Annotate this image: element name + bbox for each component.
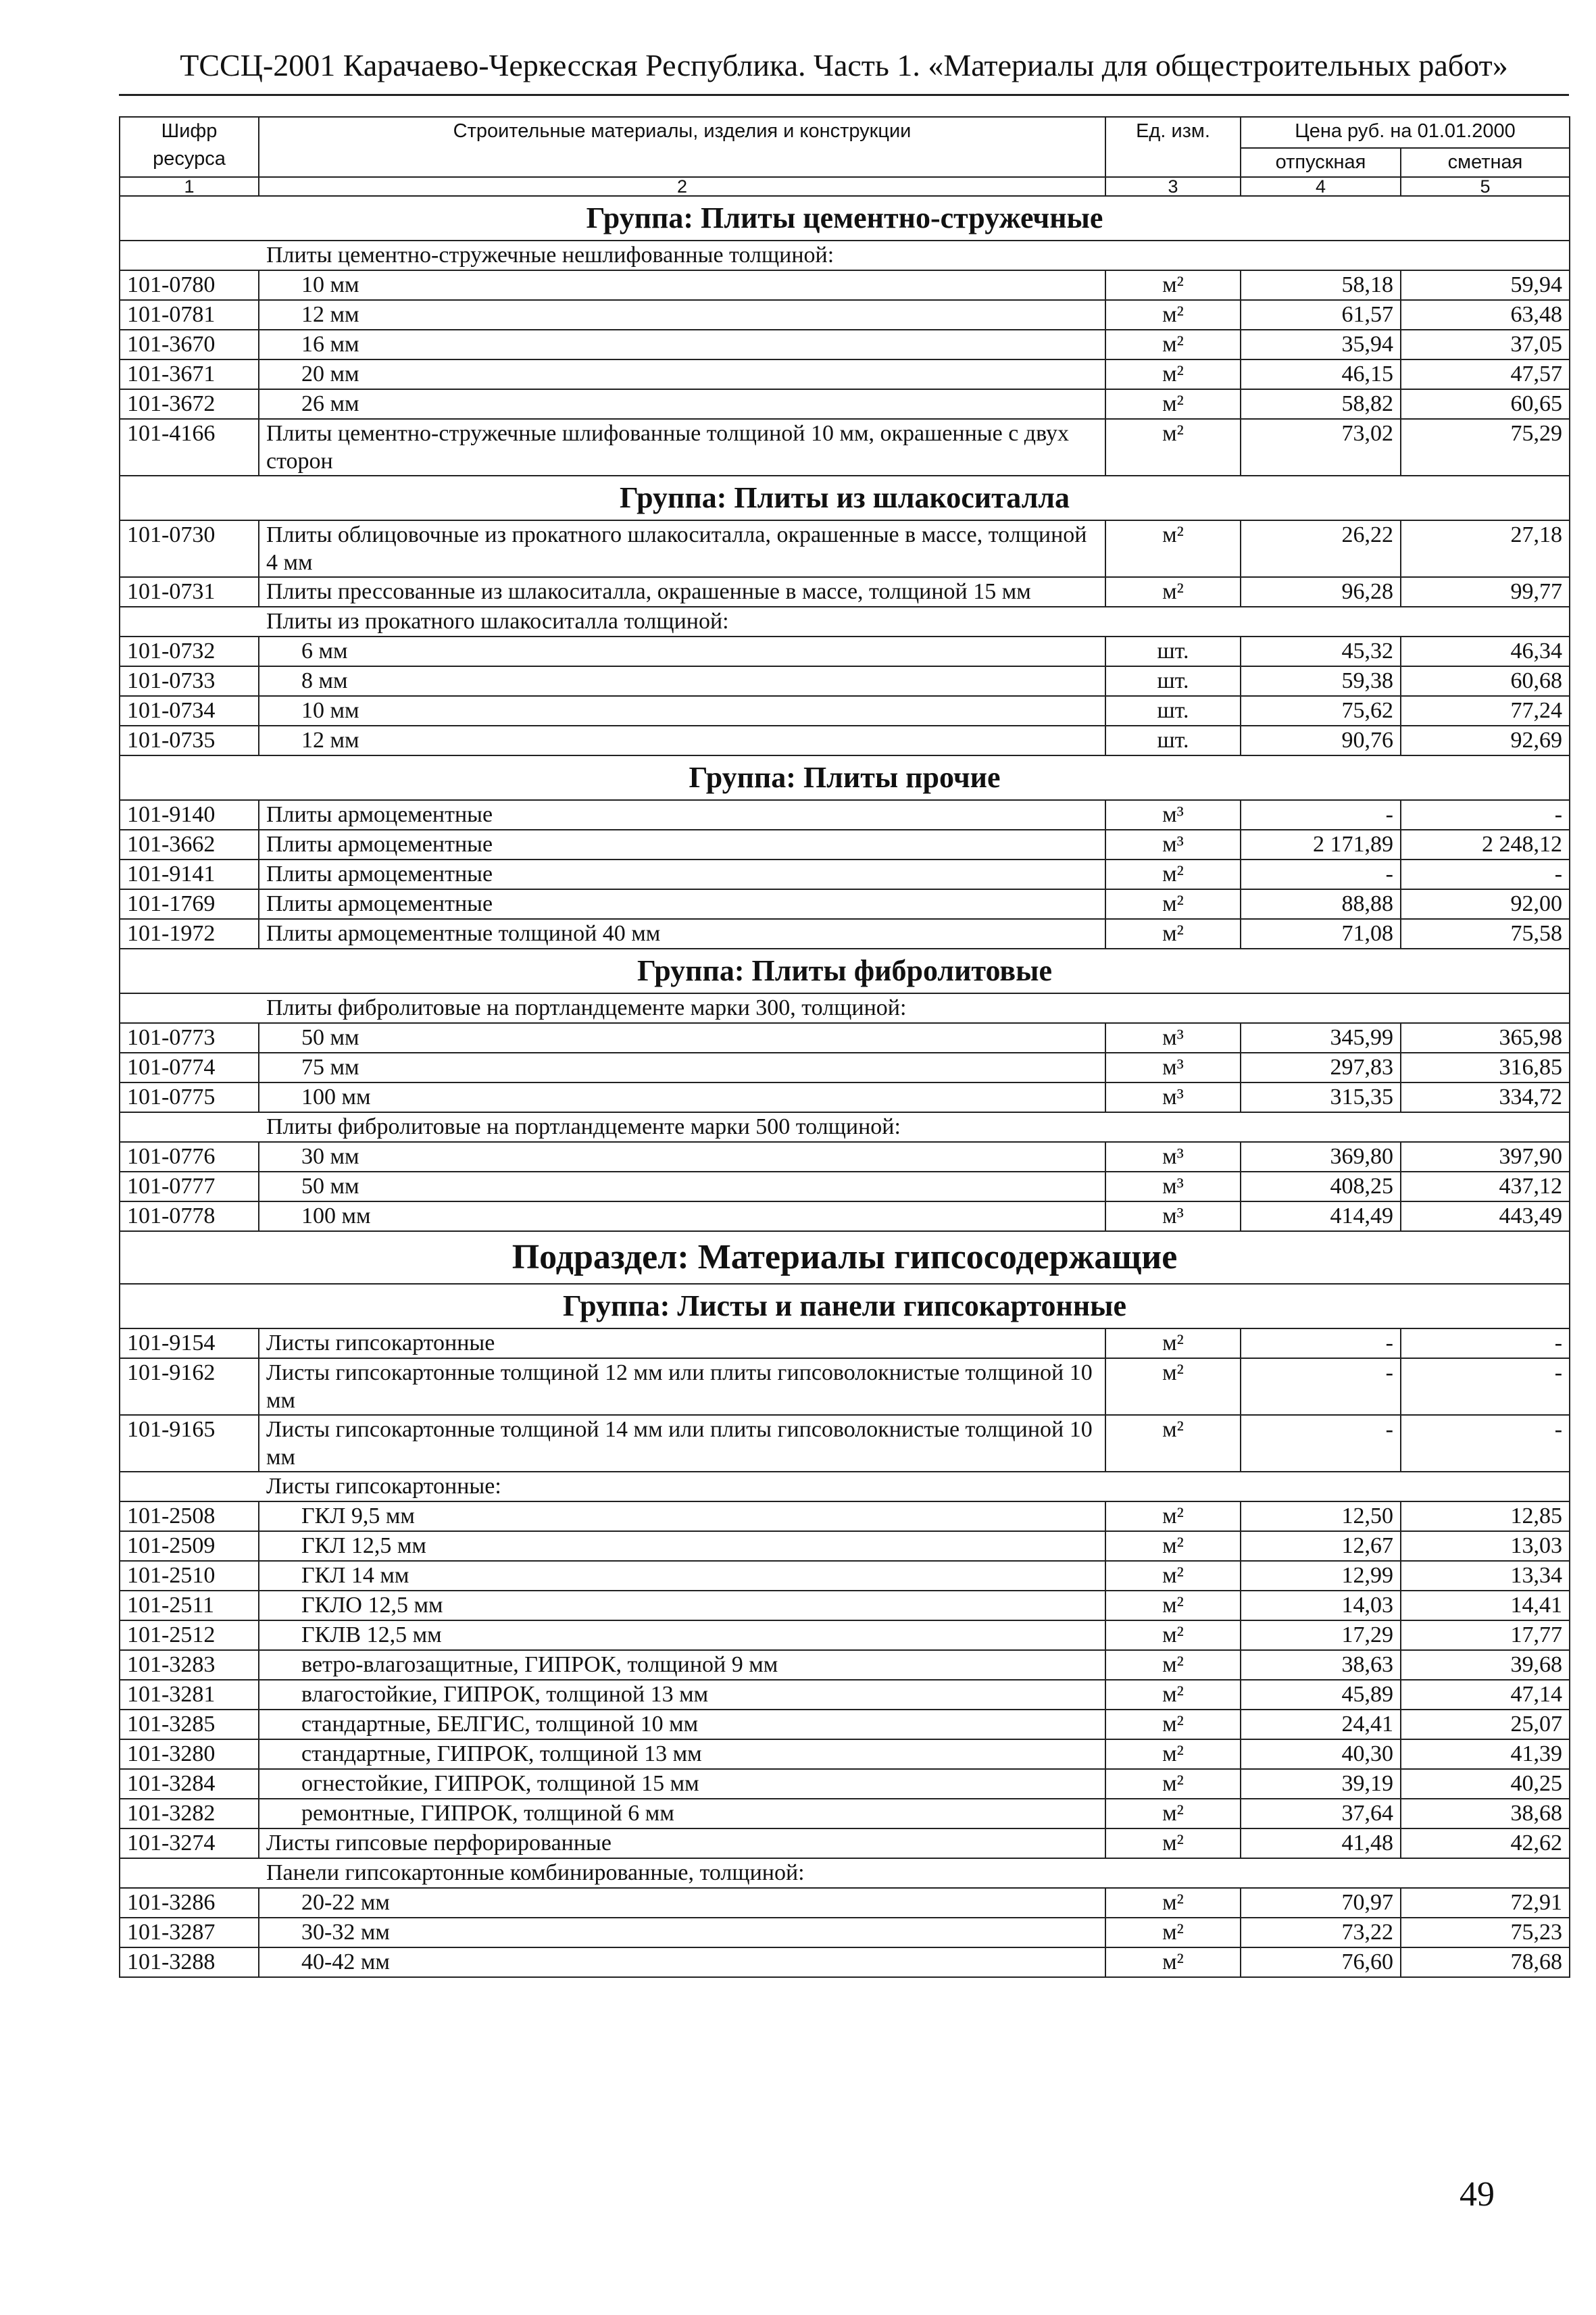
- table-row: [120, 577, 1570, 607]
- material-name: Листы гипсокартонные толщиной 14 мм или плиты гипсоволокнистые толщиной 10 мм: [259, 1415, 1105, 1472]
- estimate-price: 77,24: [1401, 696, 1570, 726]
- table-row: [120, 1328, 1570, 1358]
- table-row: [120, 389, 1570, 419]
- note-code-cell: [120, 1112, 259, 1142]
- material-name: 12 мм: [259, 726, 1105, 755]
- release-price: 297,83: [1241, 1053, 1401, 1082]
- col-unit-header: Ед. изм.: [1105, 117, 1241, 177]
- resource-code: 101-2509: [120, 1531, 259, 1561]
- note-row: [120, 607, 1570, 637]
- page-number: 49: [1460, 2175, 1495, 2214]
- unit-cell: м²: [1105, 389, 1241, 419]
- note-text: Плиты фибролитовые на портландцементе марки 300, толщиной:: [259, 993, 1570, 1023]
- release-price: 408,25: [1241, 1172, 1401, 1201]
- estimate-price: 72,91: [1401, 1888, 1570, 1918]
- resource-code: 101-0734: [120, 696, 259, 726]
- material-name: 100 мм: [259, 1201, 1105, 1231]
- unit-cell: м²: [1105, 1358, 1241, 1415]
- material-name: 50 мм: [259, 1023, 1105, 1053]
- unit-cell: м²: [1105, 919, 1241, 949]
- col-release-price-header: отпускная: [1241, 148, 1401, 177]
- resource-code: 101-3284: [120, 1769, 259, 1799]
- unit-cell: шт.: [1105, 696, 1241, 726]
- group-heading: Группа: Листы и панели гипсокартонные: [120, 1284, 1570, 1328]
- estimate-price: 365,98: [1401, 1023, 1570, 1053]
- table-row: [120, 1415, 1570, 1472]
- release-price: 17,29: [1241, 1620, 1401, 1650]
- table-row: [120, 830, 1570, 860]
- material-name: 30 мм: [259, 1142, 1105, 1172]
- resource-code: 101-3281: [120, 1680, 259, 1710]
- price-table: [119, 116, 1570, 1978]
- material-name: Листы гипсокартонные: [259, 1328, 1105, 1358]
- estimate-price: 13,34: [1401, 1561, 1570, 1591]
- release-price: -: [1241, 800, 1401, 830]
- note-row: [120, 1472, 1570, 1501]
- material-name: Плиты цементно-стружечные шлифованные толщиной 10 мм, окрашенные с двух сторон: [259, 419, 1105, 476]
- release-price: 2 171,89: [1241, 830, 1401, 860]
- material-name: 10 мм: [259, 696, 1105, 726]
- estimate-price: 316,85: [1401, 1053, 1570, 1082]
- estimate-price: 38,68: [1401, 1799, 1570, 1828]
- release-price: 75,62: [1241, 696, 1401, 726]
- release-price: 26,22: [1241, 520, 1401, 577]
- unit-cell: м²: [1105, 860, 1241, 889]
- table-row: [120, 1947, 1570, 1977]
- unit-cell: м²: [1105, 889, 1241, 919]
- unit-cell: м²: [1105, 1328, 1241, 1358]
- resource-code: 101-2508: [120, 1501, 259, 1531]
- material-name: 100 мм: [259, 1082, 1105, 1112]
- material-name: Плиты армоцементные: [259, 830, 1105, 860]
- material-name: 75 мм: [259, 1053, 1105, 1082]
- unit-cell: м³: [1105, 1023, 1241, 1053]
- resource-code: 101-3672: [120, 389, 259, 419]
- note-row: [120, 993, 1570, 1023]
- release-price: 12,67: [1241, 1531, 1401, 1561]
- table-row: [120, 637, 1570, 666]
- material-name: 16 мм: [259, 330, 1105, 359]
- unit-cell: м²: [1105, 1710, 1241, 1739]
- release-price: 12,99: [1241, 1561, 1401, 1591]
- estimate-price: 443,49: [1401, 1201, 1570, 1231]
- unit-cell: м³: [1105, 1053, 1241, 1082]
- material-name: ремонтные, ГИПРОК, толщиной 6 мм: [259, 1799, 1105, 1828]
- estimate-price: 12,85: [1401, 1501, 1570, 1531]
- table-row: [120, 359, 1570, 389]
- release-price: 14,03: [1241, 1591, 1401, 1620]
- release-price: 46,15: [1241, 359, 1401, 389]
- material-name: ветро-влагозащитные, ГИПРОК, толщиной 9 мм: [259, 1650, 1105, 1680]
- col-number-3: 3: [1105, 177, 1241, 196]
- estimate-price: 437,12: [1401, 1172, 1570, 1201]
- note-row: [120, 1858, 1570, 1888]
- release-price: 71,08: [1241, 919, 1401, 949]
- unit-cell: м²: [1105, 359, 1241, 389]
- resource-code: 101-9141: [120, 860, 259, 889]
- resource-code: 101-3280: [120, 1739, 259, 1769]
- unit-cell: м²: [1105, 270, 1241, 300]
- unit-cell: м²: [1105, 1828, 1241, 1858]
- note-code-cell: [120, 607, 259, 637]
- resource-code: 101-2511: [120, 1591, 259, 1620]
- unit-cell: м²: [1105, 1799, 1241, 1828]
- note-text: Плиты фибролитовые на портландцементе марки 500 толщиной:: [259, 1112, 1570, 1142]
- resource-code: 101-0733: [120, 666, 259, 696]
- release-price: 45,32: [1241, 637, 1401, 666]
- col-number-5: 5: [1401, 177, 1570, 196]
- note-text: Листы гипсокартонные:: [259, 1472, 1570, 1501]
- resource-code: 101-3671: [120, 359, 259, 389]
- group-heading: Группа: Плиты фибролитовые: [120, 949, 1570, 993]
- estimate-price: 78,68: [1401, 1947, 1570, 1977]
- release-price: 58,82: [1241, 389, 1401, 419]
- group-heading-row: [120, 476, 1570, 520]
- estimate-price: 17,77: [1401, 1620, 1570, 1650]
- table-row: [120, 696, 1570, 726]
- resource-code: 101-3286: [120, 1888, 259, 1918]
- table-row: [120, 1201, 1570, 1231]
- estimate-price: -: [1401, 860, 1570, 889]
- unit-cell: шт.: [1105, 666, 1241, 696]
- table-row: [120, 1501, 1570, 1531]
- unit-cell: м³: [1105, 1172, 1241, 1201]
- unit-cell: шт.: [1105, 726, 1241, 755]
- release-price: -: [1241, 1328, 1401, 1358]
- resource-code: 101-0732: [120, 637, 259, 666]
- material-name: 10 мм: [259, 270, 1105, 300]
- resource-code: 101-0775: [120, 1082, 259, 1112]
- release-price: 59,38: [1241, 666, 1401, 696]
- material-name: 20 мм: [259, 359, 1105, 389]
- unit-cell: м²: [1105, 1501, 1241, 1531]
- estimate-price: 334,72: [1401, 1082, 1570, 1112]
- estimate-price: 40,25: [1401, 1769, 1570, 1799]
- table-row: [120, 520, 1570, 577]
- material-name: 8 мм: [259, 666, 1105, 696]
- material-name: Плиты облицовочные из прокатного шлакоситалла, окрашенные в массе, толщиной 4 мм: [259, 520, 1105, 577]
- release-price: 38,63: [1241, 1650, 1401, 1680]
- material-name: влагостойкие, ГИПРОК, толщиной 13 мм: [259, 1680, 1105, 1710]
- table-row: [120, 1053, 1570, 1082]
- release-price: 45,89: [1241, 1680, 1401, 1710]
- resource-code: 101-9140: [120, 800, 259, 830]
- resource-code: 101-9154: [120, 1328, 259, 1358]
- group-heading: Группа: Плиты из шлакоситалла: [120, 476, 1570, 520]
- table-row: [120, 1561, 1570, 1591]
- table-row: [120, 800, 1570, 830]
- estimate-price: 92,69: [1401, 726, 1570, 755]
- table-row: [120, 1591, 1570, 1620]
- unit-cell: м³: [1105, 1142, 1241, 1172]
- resource-code: 101-0730: [120, 520, 259, 577]
- unit-cell: м²: [1105, 1947, 1241, 1977]
- release-price: 315,35: [1241, 1082, 1401, 1112]
- col-name-header: Строительные материалы, изделия и конструкции: [259, 117, 1105, 177]
- table-row: [120, 860, 1570, 889]
- release-price: 35,94: [1241, 330, 1401, 359]
- unit-cell: м²: [1105, 330, 1241, 359]
- resource-code: 101-2512: [120, 1620, 259, 1650]
- page-header: ТССЦ-2001 Карачаево-Черкесская Республика. Часть 1. «Материалы для общестроительных работ»: [119, 41, 1569, 96]
- release-price: 61,57: [1241, 300, 1401, 330]
- release-price: -: [1241, 860, 1401, 889]
- release-price: 58,18: [1241, 270, 1401, 300]
- resource-code: 101-0780: [120, 270, 259, 300]
- estimate-price: 14,41: [1401, 1591, 1570, 1620]
- unit-cell: м²: [1105, 577, 1241, 607]
- material-name: 26 мм: [259, 389, 1105, 419]
- release-price: 369,80: [1241, 1142, 1401, 1172]
- unit-cell: м³: [1105, 1082, 1241, 1112]
- table-row: [120, 1082, 1570, 1112]
- release-price: 40,30: [1241, 1739, 1401, 1769]
- table-row: [120, 1769, 1570, 1799]
- unit-cell: м²: [1105, 520, 1241, 577]
- estimate-price: 60,68: [1401, 666, 1570, 696]
- release-price: 41,48: [1241, 1828, 1401, 1858]
- unit-cell: шт.: [1105, 637, 1241, 666]
- estimate-price: 75,23: [1401, 1918, 1570, 1947]
- material-name: ГКЛ 12,5 мм: [259, 1531, 1105, 1561]
- material-name: Плиты армоцементные: [259, 889, 1105, 919]
- material-name: Плиты армоцементные: [259, 800, 1105, 830]
- unit-cell: м²: [1105, 300, 1241, 330]
- resource-code: 101-3274: [120, 1828, 259, 1858]
- table-row: [120, 726, 1570, 755]
- release-price: 73,22: [1241, 1918, 1401, 1947]
- resource-code: 101-0731: [120, 577, 259, 607]
- resource-code: 101-2510: [120, 1561, 259, 1591]
- material-name: Листы гипсовые перфорированные: [259, 1828, 1105, 1858]
- material-name: ГКЛ 9,5 мм: [259, 1501, 1105, 1531]
- material-name: стандартные, БЕЛГИС, толщиной 10 мм: [259, 1710, 1105, 1739]
- unit-cell: м²: [1105, 1680, 1241, 1710]
- resource-code: 101-3285: [120, 1710, 259, 1739]
- material-name: 40-42 мм: [259, 1947, 1105, 1977]
- resource-code: 101-3283: [120, 1650, 259, 1680]
- resource-code: 101-0778: [120, 1201, 259, 1231]
- resource-code: 101-0773: [120, 1023, 259, 1053]
- release-price: 90,76: [1241, 726, 1401, 755]
- resource-code: 101-3282: [120, 1799, 259, 1828]
- unit-cell: м²: [1105, 1561, 1241, 1591]
- unit-cell: м³: [1105, 830, 1241, 860]
- unit-cell: м²: [1105, 1620, 1241, 1650]
- resource-code: 101-3662: [120, 830, 259, 860]
- table-row: [120, 1358, 1570, 1415]
- note-row: [120, 1112, 1570, 1142]
- table-row: [120, 919, 1570, 949]
- table-row: [120, 1531, 1570, 1561]
- note-row: [120, 241, 1570, 270]
- estimate-price: -: [1401, 800, 1570, 830]
- subsection-heading: Подраздел: Материалы гипсосодержащие: [120, 1231, 1570, 1284]
- estimate-price: -: [1401, 1328, 1570, 1358]
- estimate-price: -: [1401, 1415, 1570, 1472]
- resource-code: 101-3287: [120, 1918, 259, 1947]
- table-row: [120, 1172, 1570, 1201]
- release-price: 24,41: [1241, 1710, 1401, 1739]
- release-price: -: [1241, 1415, 1401, 1472]
- material-name: 20-22 мм: [259, 1888, 1105, 1918]
- note-code-cell: [120, 1472, 259, 1501]
- unit-cell: м³: [1105, 1201, 1241, 1231]
- resource-code: 101-0777: [120, 1172, 259, 1201]
- note-text: Плиты из прокатного шлакоситалла толщиной:: [259, 607, 1570, 637]
- unit-cell: м³: [1105, 800, 1241, 830]
- table-row: [120, 889, 1570, 919]
- group-heading: Группа: Плиты цементно-стружечные: [120, 196, 1570, 241]
- table-row: [120, 1918, 1570, 1947]
- estimate-price: 25,07: [1401, 1710, 1570, 1739]
- unit-cell: м²: [1105, 1650, 1241, 1680]
- estimate-price: 397,90: [1401, 1142, 1570, 1172]
- note-text: Плиты цементно-стружечные нешлифованные толщиной:: [259, 241, 1570, 270]
- estimate-price: 42,62: [1401, 1828, 1570, 1858]
- group-heading: Группа: Плиты прочие: [120, 755, 1570, 800]
- col-price-header: Цена руб. на 01.01.2000: [1241, 117, 1570, 148]
- table-row: [120, 1799, 1570, 1828]
- col-number-2: 2: [259, 177, 1105, 196]
- unit-cell: м²: [1105, 1918, 1241, 1947]
- material-name: стандартные, ГИПРОК, толщиной 13 мм: [259, 1739, 1105, 1769]
- material-name: ГКЛО 12,5 мм: [259, 1591, 1105, 1620]
- unit-cell: м²: [1105, 419, 1241, 476]
- unit-cell: м²: [1105, 1739, 1241, 1769]
- table-row: [120, 1828, 1570, 1858]
- note-text: Панели гипсокартонные комбинированные, толщиной:: [259, 1858, 1570, 1888]
- release-price: 88,88: [1241, 889, 1401, 919]
- estimate-price: 60,65: [1401, 389, 1570, 419]
- unit-cell: м²: [1105, 1591, 1241, 1620]
- resource-code: 101-0774: [120, 1053, 259, 1082]
- table-row: [120, 1620, 1570, 1650]
- estimate-price: 59,94: [1401, 270, 1570, 300]
- table-row: [120, 1888, 1570, 1918]
- release-price: 345,99: [1241, 1023, 1401, 1053]
- material-name: Плиты армоцементные толщиной 40 мм: [259, 919, 1105, 949]
- release-price: 96,28: [1241, 577, 1401, 607]
- table-row: [120, 300, 1570, 330]
- resource-code: 101-0735: [120, 726, 259, 755]
- estimate-price: 92,00: [1401, 889, 1570, 919]
- estimate-price: 75,58: [1401, 919, 1570, 949]
- estimate-price: 75,29: [1401, 419, 1570, 476]
- material-name: 6 мм: [259, 637, 1105, 666]
- release-price: 37,64: [1241, 1799, 1401, 1828]
- estimate-price: 63,48: [1401, 300, 1570, 330]
- estimate-price: 41,39: [1401, 1739, 1570, 1769]
- subsection-heading-row: [120, 1231, 1570, 1284]
- material-name: 50 мм: [259, 1172, 1105, 1201]
- table-row: [120, 1710, 1570, 1739]
- resource-code: 101-9165: [120, 1415, 259, 1472]
- unit-cell: м²: [1105, 1415, 1241, 1472]
- resource-code: 101-0776: [120, 1142, 259, 1172]
- table-row: [120, 666, 1570, 696]
- group-heading-row: [120, 755, 1570, 800]
- col-number-1: 1: [120, 177, 259, 196]
- material-name: ГКЛ 14 мм: [259, 1561, 1105, 1591]
- release-price: 70,97: [1241, 1888, 1401, 1918]
- table-row: [120, 1739, 1570, 1769]
- material-name: Плиты армоцементные: [259, 860, 1105, 889]
- resource-code: 101-0781: [120, 300, 259, 330]
- estimate-price: 99,77: [1401, 577, 1570, 607]
- col-code-header: Шифр ресурса: [120, 117, 259, 177]
- resource-code: 101-3288: [120, 1947, 259, 1977]
- estimate-price: 27,18: [1401, 520, 1570, 577]
- table-row: [120, 419, 1570, 476]
- resource-code: 101-1972: [120, 919, 259, 949]
- material-name: 12 мм: [259, 300, 1105, 330]
- release-price: 414,49: [1241, 1201, 1401, 1231]
- release-price: -: [1241, 1358, 1401, 1415]
- release-price: 73,02: [1241, 419, 1401, 476]
- group-heading-row: [120, 196, 1570, 241]
- group-heading-row: [120, 949, 1570, 993]
- group-heading-row: [120, 1284, 1570, 1328]
- estimate-price: 47,14: [1401, 1680, 1570, 1710]
- release-price: 76,60: [1241, 1947, 1401, 1977]
- release-price: 39,19: [1241, 1769, 1401, 1799]
- col-estimate-price-header: сметная: [1401, 148, 1570, 177]
- note-code-cell: [120, 241, 259, 270]
- table-row: [120, 1142, 1570, 1172]
- col-number-4: 4: [1241, 177, 1401, 196]
- note-code-cell: [120, 993, 259, 1023]
- table-row: [120, 1023, 1570, 1053]
- estimate-price: 39,68: [1401, 1650, 1570, 1680]
- resource-code: 101-9162: [120, 1358, 259, 1415]
- unit-cell: м²: [1105, 1888, 1241, 1918]
- table-row: [120, 1650, 1570, 1680]
- table-row: [120, 270, 1570, 300]
- release-price: 12,50: [1241, 1501, 1401, 1531]
- material-name: Листы гипсокартонные толщиной 12 мм или плиты гипсоволокнистые толщиной 10 мм: [259, 1358, 1105, 1415]
- resource-code: 101-3670: [120, 330, 259, 359]
- table-body: [120, 196, 1570, 1977]
- unit-cell: м²: [1105, 1531, 1241, 1561]
- table-row: [120, 330, 1570, 359]
- estimate-price: 13,03: [1401, 1531, 1570, 1561]
- estimate-price: 2 248,12: [1401, 830, 1570, 860]
- material-name: Плиты прессованные из шлакоситалла, окрашенные в массе, толщиной 15 мм: [259, 577, 1105, 607]
- resource-code: 101-1769: [120, 889, 259, 919]
- material-name: ГКЛВ 12,5 мм: [259, 1620, 1105, 1650]
- resource-code: 101-4166: [120, 419, 259, 476]
- table-row: [120, 1680, 1570, 1710]
- material-name: 30-32 мм: [259, 1918, 1105, 1947]
- estimate-price: 37,05: [1401, 330, 1570, 359]
- estimate-price: 46,34: [1401, 637, 1570, 666]
- material-name: огнестойкие, ГИПРОК, толщиной 15 мм: [259, 1769, 1105, 1799]
- estimate-price: -: [1401, 1358, 1570, 1415]
- note-code-cell: [120, 1858, 259, 1888]
- estimate-price: 47,57: [1401, 359, 1570, 389]
- unit-cell: м²: [1105, 1769, 1241, 1799]
